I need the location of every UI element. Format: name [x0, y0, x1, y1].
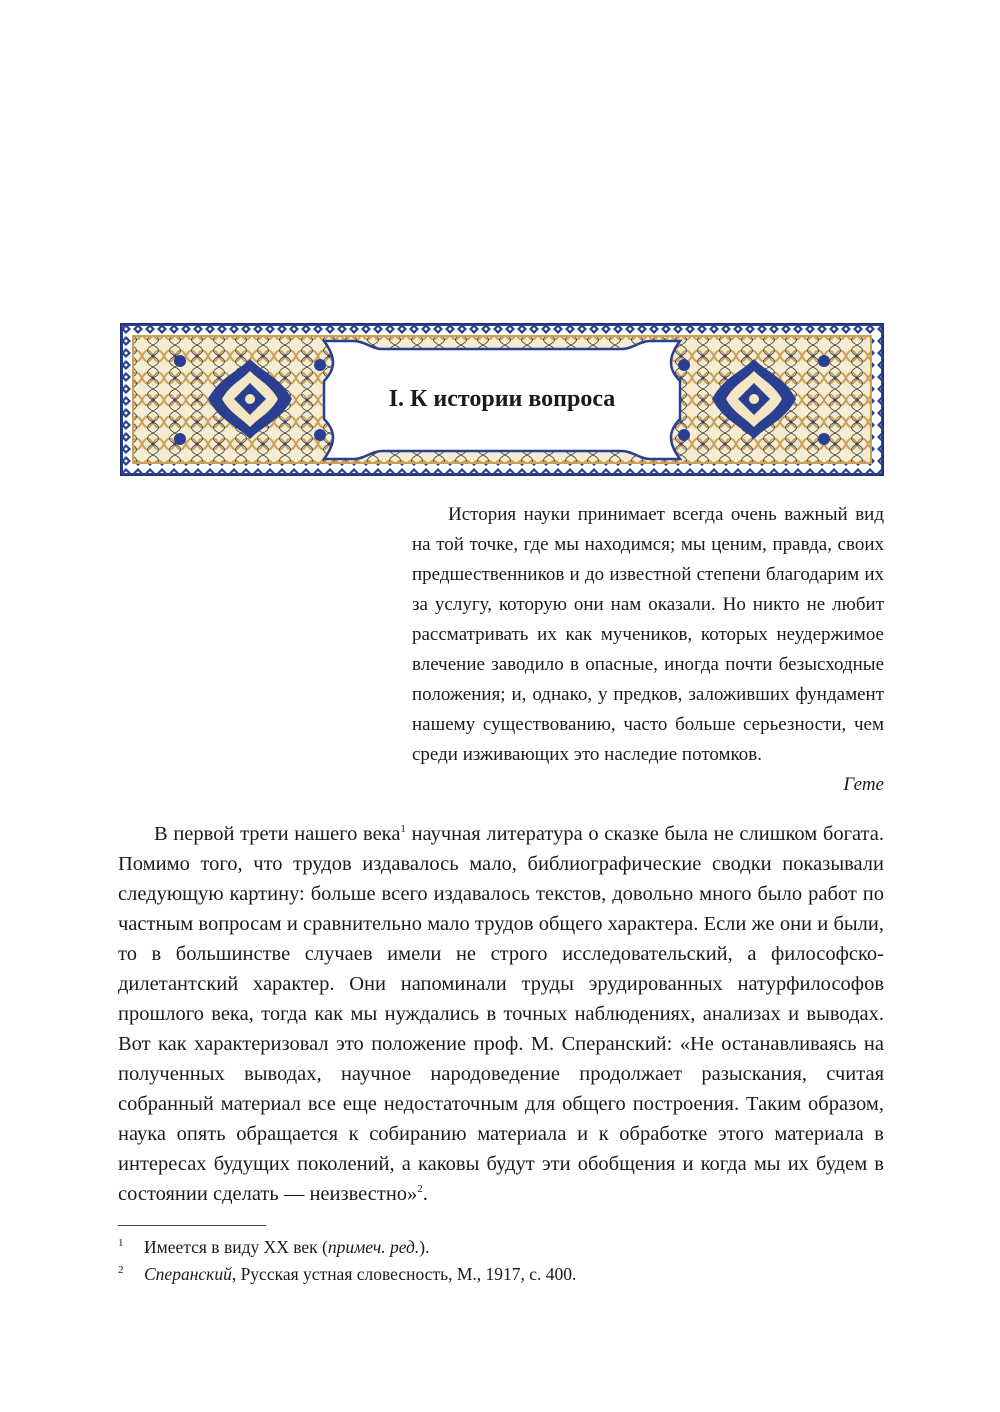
epigraph-text: История науки принимает всегда очень важный вид на той точке, где мы находимся; мы ценим, правда, своих предшественников и до известной степени благодарим их за услугу, которую они нам оказали. Но никто не любит рассматривать их как мучеников, которых неудержимое влечение заводило в опасные, иногда почти безысходные положения; и, однако, у предков, заложивших фундамент нашему существованию, часто больше серьезности, чем среди изживающих это наследие потомков. [412, 504, 884, 765]
body-paragraph [118, 819, 884, 1209]
footnote-text: Имеется в виду XX век ( [144, 1237, 328, 1257]
body-text-end: . [422, 1183, 428, 1205]
epigraph-author: Гете [843, 774, 884, 795]
footnote-italic: примеч. ред. [327, 1237, 420, 1257]
footnote-author: Сперанский [144, 1264, 232, 1284]
body-text-part2: научная литература о сказке была не слишком богата. Помимо того, что трудов издавалось мало, библиографические сводки показывали следующую картину: больше всего издавалось текстов, довольно много было работ по частным вопросам и сравнительно мало трудов общего характера. Если же они и были, то в большинстве случаев имели не строго исследовательский, а философско-дилетантский характер. Они напоминали труды эрудированных натурфилософов прошлого века, тогда как мы нуждались в точных наблюдениях, анализах и выводах. Вот как характеризовал это положение проф. М. Сперанский: «Не останавливаясь на полученных выводах, научное народоведение продолжает разыскания, считая собранный материал все еще недостаточным для общего построения. Таким образом, наука опять обращается к собиранию материала и к обработке этого материала в интересах будущих поколений, а каковы будут эти обобщения и когда мы их будем в состоянии сделать — неизвестно» [118, 823, 884, 1205]
chapter-title: I. К истории вопроса [388, 386, 616, 412]
footnote-divider [118, 1225, 266, 1226]
epigraph [412, 500, 884, 800]
footnote-text: , Русская устная словесность, М., 1917, с. 400. [231, 1264, 577, 1284]
footnote-2: 2 Сперанский, Русская устная словесность, М., 1917, с. 400. [118, 1264, 577, 1284]
footnote-tail: ). [419, 1237, 430, 1257]
body-text-part1: В первой трети нашего века [154, 823, 401, 845]
footnote-ref-1[interactable]: 1 [400, 823, 406, 836]
chapter-banner [120, 323, 884, 476]
footnote-ref-2[interactable]: 2 [417, 1183, 423, 1196]
footnotes [118, 1234, 884, 1288]
footnote-1: 1 Имеется в виду XX век (примеч. ред.). [118, 1237, 430, 1257]
